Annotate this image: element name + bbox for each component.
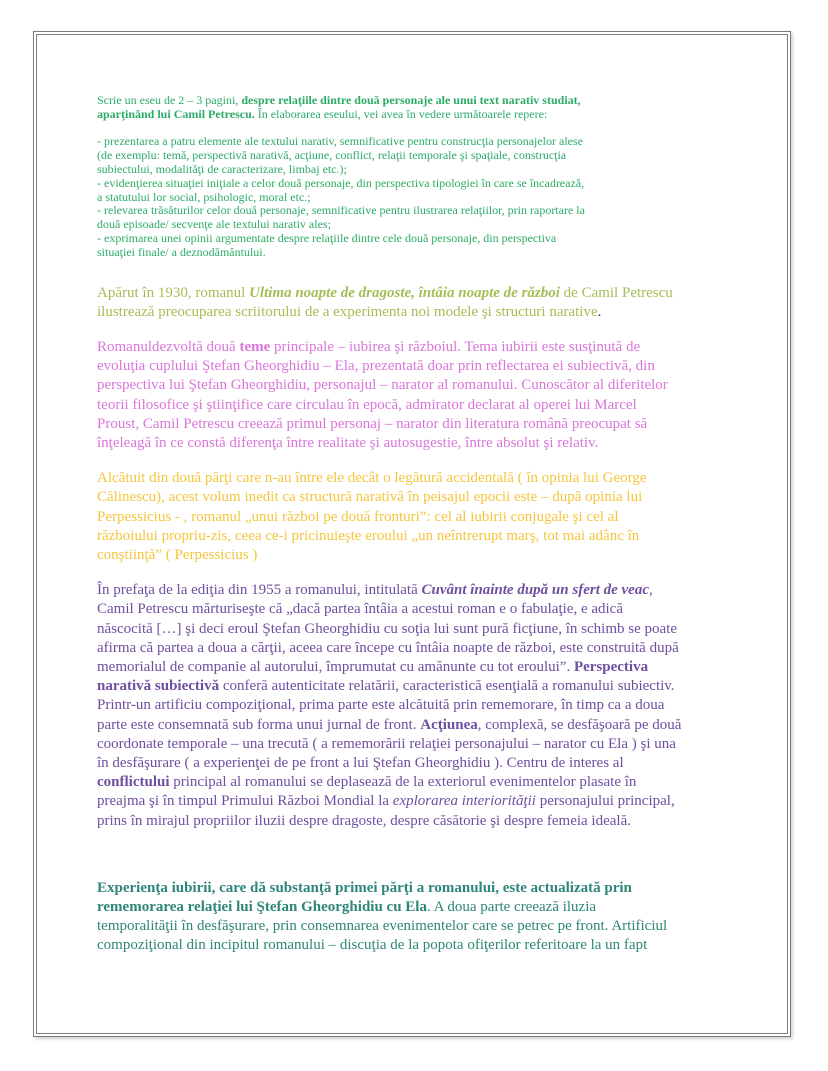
text-line [97,303,747,322]
text-run: afirma că partea a doua a cărţii, aceea care începe cu întâia noapte de război, este construită după [97,639,679,656]
text-run: conferă autenticitate relatării, caracteristică esenţială a romanului subiectiv. [219,678,675,695]
text-line [97,879,747,898]
text-line [97,338,747,357]
text-line [97,284,747,303]
text-run: înţeleagă în ce constă diferenţa între realitate şi autosugestie, între absolut şi relativ. [97,434,599,451]
text-run: explorarea interiorităţii [392,793,536,810]
text-run: situaţiei finale/ a deznodământului. [97,244,266,259]
text-run: În elaborarea eseului, vei avea în vedere următoarele repere: [254,106,548,121]
text-line [97,677,747,696]
text-run: parte este consemnată sub forma unui jurnal de front. [97,716,421,733]
document-page [33,31,791,1037]
text-run: coordonate temporale – una trecută ( a rememorării relaţiei personajului – narator cu Ela ) şi una [97,735,676,752]
text-run: - prezentarea a patru elemente ale textului narativ, semnificative pentru construcţia personajelor alese [97,134,583,149]
text-run: războiului propriu-zis, ceea ce-i pricinuieşte eroului „un neîntrerupt marş, tot mai adânc în [97,527,640,544]
text-run: conflictului [97,774,170,791]
text-run: Perpessicius - , romanul „unui război pe două fronturi”: cel al iubirii conjugale şi cel al [97,508,619,525]
text-run: despre relaţiile dintre două personaje ale unui text narativ studiat, [241,93,581,107]
text-line [97,191,747,205]
text-line [97,94,747,108]
text-line [97,469,747,488]
text-line [97,735,747,754]
text-run: rememorarea relaţiei lui Ştefan Gheorghidiu cu Ela [97,899,427,916]
text-line [97,812,747,831]
text-line [97,600,747,619]
text-line [97,122,747,136]
text-line [97,163,747,177]
love-experience-paragraph [97,879,747,956]
text-line [97,773,747,792]
text-line [97,898,747,917]
text-run: de Camil Petrescu [559,284,673,301]
text-line [97,696,747,715]
text-run: Camil Petrescu mărturiseşte că „dacă partea întâia a acestui roman e o fabulaţie, e adică [97,601,623,618]
text-run: teme [239,338,271,355]
text-line [97,716,747,735]
text-line [97,396,747,415]
text-run: - relevarea trăsăturilor celor două personaje, semnificative pentru ilustrarea relaţiilor, prin raportare la [97,203,585,218]
text-line [97,527,747,546]
text-line [97,218,747,232]
text-run: , [649,582,653,599]
text-run: În prefaţa de la ediţia din 1955 a romanului, intitulată [97,582,422,599]
text-line [97,246,747,260]
text-line [97,135,747,149]
text-line [97,581,747,600]
text-run: subiectului, modalităţi de caracterizare, limbaj etc.); [97,161,347,176]
text-run: Proust, Camil Petrescu creează primul personaj – narator din literatura română preocupat să [97,415,648,432]
text-line [97,754,747,773]
text-run: în desfăşurare ( a experienţei de pe front a lui Ştefan Gheorghidiu ). Centru de interes al [97,755,624,772]
page-content [37,35,787,956]
text-run: (de exemplu: temă, perspectivă narativă, acţiune, conflict, relaţii temporale şi spaţiale, construcţia [97,148,567,163]
text-line [97,639,747,658]
text-run: . [597,303,602,320]
text-run: . A doua parte creează iluzia [426,899,597,916]
text-line [97,620,747,639]
text-line [97,232,747,246]
text-run: temporalităţii în desfăşurare, prin consemnarea evenimentelor care se petrec pe front. Artificiul [97,918,668,935]
text-line [97,488,747,507]
text-run: personajului principal, [535,793,675,810]
text-run: Ultima noapte de dragoste, întâia noapte de război [249,284,560,301]
text-run: Acţiunea [420,716,478,733]
text-line [97,546,747,565]
text-line [97,508,747,527]
text-line [97,204,747,218]
text-line [97,357,747,376]
text-run: Scrie un eseu de 2 – 3 pagini, [97,93,242,107]
text-line [97,415,747,434]
text-run: Călinescu), acest volum inedit ca structură narativă în peisajul epocii este – după opinia lui [97,489,643,506]
text-run: Experienţa iubirii, care dă substanţă primei părţi a romanului, este actualizată prin [97,879,632,896]
text-line [97,434,747,453]
text-run: conştiinţă” ( Perpessicius ) [97,547,258,563]
structure-paragraph [97,469,747,565]
text-run: prins în mirajul propriilor iluzii despre dragoste, despre căsătorie şi despre femeia ideală. [97,812,631,829]
text-run: , complexă, se desfăşoară pe două [477,716,682,733]
text-line [97,936,747,955]
text-run: ilustrează preocuparea scriitorului de a experimenta noi modele şi structuri narative [97,303,598,320]
themes-paragraph [97,338,747,453]
text-run: Romanuldezvoltă două [97,338,240,355]
text-run: - evidenţierea situaţiei iniţiale a celor două personaje, din perspectiva tipologiei în care se încadrează, [97,175,585,190]
text-run: teorii filosofice şi ştiinţifice care circulau în epocă, admirator declarat al operei lui Marcel [97,396,637,413]
text-run: principal al romanului se deplasează de la exteriorul evenimentelor plasate în [169,774,637,791]
text-run: Cuvânt înainte după un sfert de veac [421,582,649,599]
text-line [97,792,747,811]
text-line [97,917,747,936]
publication-paragraph [97,284,747,322]
text-line [97,658,747,677]
text-run: compoziţional din incipitul romanului – discuţia de la popota ofiţerilor referitoare la un fapt [97,937,648,954]
text-run: Apărut în 1930, romanul [97,284,250,301]
preface-paragraph [97,581,747,831]
text-run: a statutului lor social, psihologic, moral etc.; [97,189,311,204]
text-run: principale – iubirea şi războiul. Tema iubirii este susţinută de [270,338,641,355]
text-run: preajma şi în timpul Primului Război Mondial la [97,793,393,810]
text-run: născocită […] şi deci eroul Ştefan Gheorghidiu cu soţia lui sunt pură ficţiune, în schimb se poate [97,620,677,637]
text-run: narativă subiectivă [97,678,220,695]
text-line [97,149,747,163]
text-run: perspectiva lui Ştefan Gheorghidiu, personajul – narator al romanului. Cunoscător al diferitelor [97,377,668,394]
text-run: Perspectiva [573,659,649,676]
text-run: - exprimarea unei opinii argumentate despre relaţiile dintre cele două personaje, din perspectiva [97,230,557,245]
text-line [97,108,747,122]
text-run: evoluţia cuplului Ştefan Gheorghidiu – Ela, prezentată doar prin reflectarea ei subiectivă, din [97,358,655,375]
text-line [97,376,747,395]
essay-instructions [97,94,747,260]
text-run: două episoade/ secvenţe ale textului narativ ales; [97,217,331,232]
text-line [97,177,747,191]
text-run: Printr-un artificiu compoziţional, prima parte este alcătuită prin rememorare, în timp ca a doua [97,697,665,714]
text-run: aparţinând lui Camil Petrescu. [97,106,255,121]
text-run: Alcătuit din două părţi care n-au între ele decât o legătură accidentală ( în opinia lui George [97,470,647,487]
text-run: memorialul de companie al autorului, împrumutat cu amănunte cu tot eroului”. [97,659,574,676]
